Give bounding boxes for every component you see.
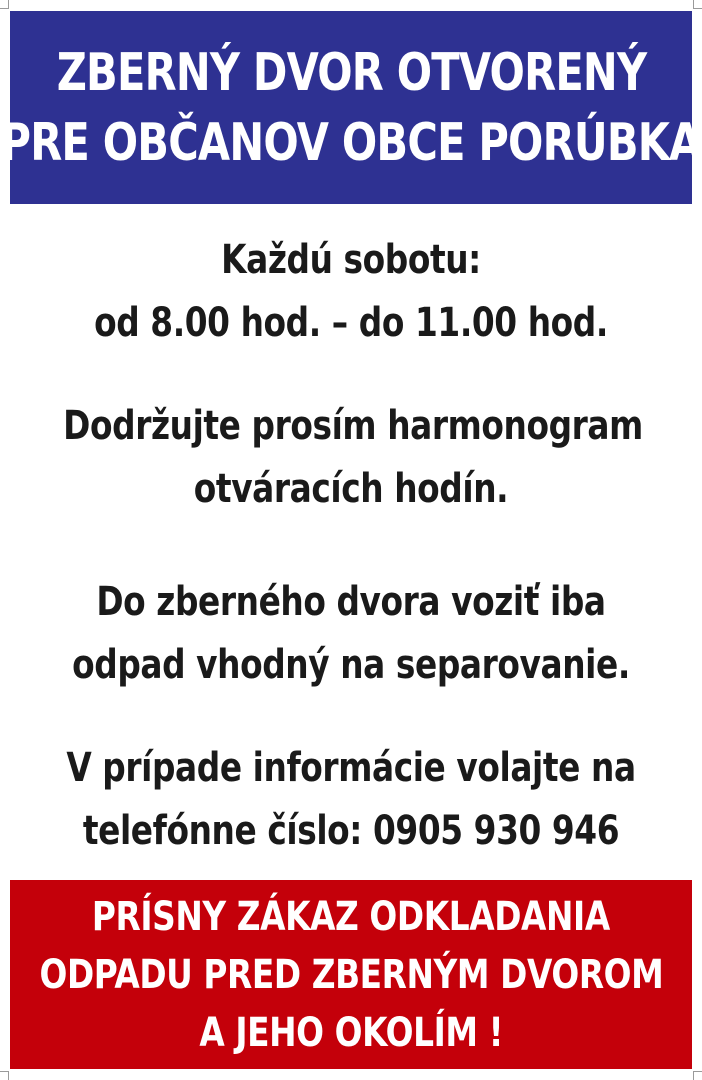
warning-banner	[10, 880, 692, 1069]
opening-time: od 8.00 hod. – do 11.00 hod.	[94, 300, 608, 346]
waste-notice	[0, 571, 702, 697]
warning-line-1: PRÍSNY ZÁKAZ ODKLADANIA	[92, 893, 610, 940]
crop-mark	[0, 0, 9, 9]
hours-notice-line-1: Dodržujte prosím harmonogram	[63, 403, 643, 449]
crop-mark	[693, 1071, 702, 1080]
waste-notice-line-2: odpad vhodný na separovanie.	[72, 642, 630, 688]
header-title-line-1: ZBERNÝ DVOR OTVORENÝ	[56, 42, 646, 103]
header-title-line-2: PRE OBČANOV OBCE PORÚBKA	[0, 112, 702, 173]
crop-mark	[693, 0, 702, 9]
contact-phone: telefónne číslo: 0905 930 946	[82, 808, 620, 854]
warning-line-2: ODPADU PRED ZBERNÝM DVOROM	[39, 951, 663, 998]
hours-notice-line-2: otváracích hodín.	[193, 466, 509, 512]
crop-mark	[0, 1071, 9, 1080]
opening-day: Každú sobotu:	[221, 237, 481, 283]
header-banner	[0, 11, 702, 204]
hours-notice	[0, 395, 702, 521]
contact-line-1: V prípade informácie volajte na	[66, 745, 636, 791]
warning-line-3: A JEHO OKOLÍM !	[199, 1009, 503, 1056]
waste-notice-line-1: Do zberného dvora voziť iba	[96, 579, 606, 625]
contact-info	[0, 737, 702, 863]
opening-hours	[0, 229, 702, 355]
